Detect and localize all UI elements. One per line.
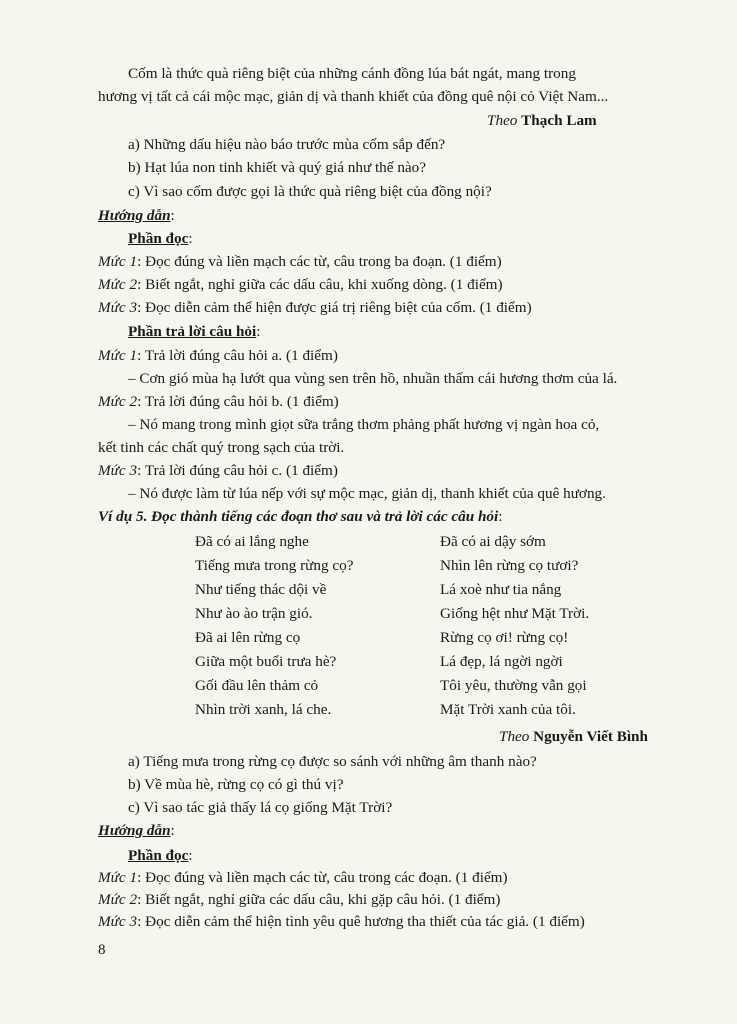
question-c: c) Vì sao cốm được gọi là thức quà riêng biệt của đồng nội? [128,183,492,200]
source-author: Thạch Lam [521,112,597,129]
poem-left-line: Như ào ào trận gió. [195,605,313,622]
question2-b: b) Về mùa hè, rừng cọ có gì thú vị? [128,776,344,793]
poem-right-line: Đã có ai dậy sớm [440,533,546,550]
reading2-level-3: Mức 3: Đọc diễn cảm thể hiện tình yêu quê hương tha thiết của tác giả. (1 điểm) [98,913,585,930]
poem-right-line: Mặt Trời xanh của tôi. [440,701,576,718]
passage-line-2: hương vị tất cả cái mộc mạc, giản dị và thanh khiết của đồng quê nội cỏ Việt Nam... [98,88,609,105]
poem-left-line: Đã ai lên rừng cọ [195,629,301,646]
reading2-level-2: Mức 2: Biết ngắt, nghỉ giữa các dấu câu, khi gặp câu hỏi. (1 điểm) [98,891,501,908]
guide2-heading: Hướng dẫn: [98,822,175,839]
question2-c: c) Vì sao tác giả thấy lá cọ giống Mặt Trời? [128,799,393,816]
poem-right-line: Nhìn lên rừng cọ tươi? [440,557,579,574]
reading-level-1: Mức 1: Đọc đúng và liền mạch các từ, câu trong ba đoạn. (1 điểm) [98,253,502,270]
poem-left-line: Giữa một buổi trưa hè? [195,653,337,670]
poem-left-line: Gối đầu lên thảm cỏ [195,677,319,694]
source-prefix: Theo [487,112,518,129]
reading2-level-1: Mức 1: Đọc đúng và liền mạch các từ, câu trong các đoạn. (1 điểm) [98,869,508,886]
answer-heading: Phần trả lời câu hỏi: [128,323,261,340]
passage-line-1: Cốm là thức quà riêng biệt của những cánh đồng lúa bát ngát, mang trong [128,65,576,82]
question2-a: a) Tiếng mưa trong rừng cọ được so sánh với những âm thanh nào? [128,753,537,770]
example-5-heading: Ví dụ 5. Đọc thành tiếng các đoạn thơ sau và trả lời các câu hỏi: [98,508,503,525]
poem-left-line: Tiếng mưa trong rừng cọ? [195,557,354,574]
poem-left-line: Nhìn trời xanh, lá che. [195,701,332,718]
answer-level-1: Mức 1: Trả lời đúng câu hỏi a. (1 điểm) [98,347,338,364]
guide-heading: Hướng dẫn: [98,207,175,224]
passage-source [487,111,597,131]
poem-left-line: Đã có ai lắng nghe [195,533,309,550]
answer-level-2: Mức 2: Trả lời đúng câu hỏi b. (1 điểm) [98,393,339,410]
page-number: 8 [98,942,106,958]
reading-level-2: Mức 2: Biết ngắt, nghỉ giữa các dấu câu, khi xuống dòng. (1 điểm) [98,276,503,293]
reading-heading: Phần đọc: [128,230,193,247]
poem-left-line: Như tiếng thác dội về [195,581,327,598]
poem-right-line: Giống hệt như Mặt Trời. [440,605,590,622]
answer-1: – Cơn gió mùa hạ lướt qua vùng sen trên hồ, nhuần thấm cái hương thơm của lá. [128,370,618,387]
question-b: b) Hạt lúa non tinh khiết và quý giá như thế nào? [128,159,426,176]
poem-right-line: Lá xoè như tia nắng [440,581,562,598]
answer-2-line-2: kết tinh các chất quý trong sạch của trời. [98,439,345,456]
answer-2-line-1: – Nó mang trong mình giọt sữa trắng thơm phảng phất hương vị ngàn hoa cỏ, [128,416,600,433]
reading-level-3: Mức 3: Đọc diễn cảm thể hiện được giá trị riêng biệt của cốm. (1 điểm) [98,299,532,316]
question-a: a) Những dấu hiệu nào báo trước mùa cốm sắp đến? [128,136,446,153]
answer-level-3: Mức 3: Trả lời đúng câu hỏi c. (1 điểm) [98,462,338,479]
answer-3: – Nó được làm từ lúa nếp với sự mộc mạc, giản dị, thanh khiết của quê hương. [128,485,606,502]
poem-right-line: Lá đẹp, lá ngời ngời [440,653,563,670]
poem-right-line: Rừng cọ ơi! rừng cọ! [440,629,569,646]
poem-source: Theo Nguyễn Viết Bình [499,728,648,745]
reading2-heading: Phần đọc: [128,847,193,864]
poem-right-line: Tôi yêu, thường vẫn gọi [440,677,587,694]
